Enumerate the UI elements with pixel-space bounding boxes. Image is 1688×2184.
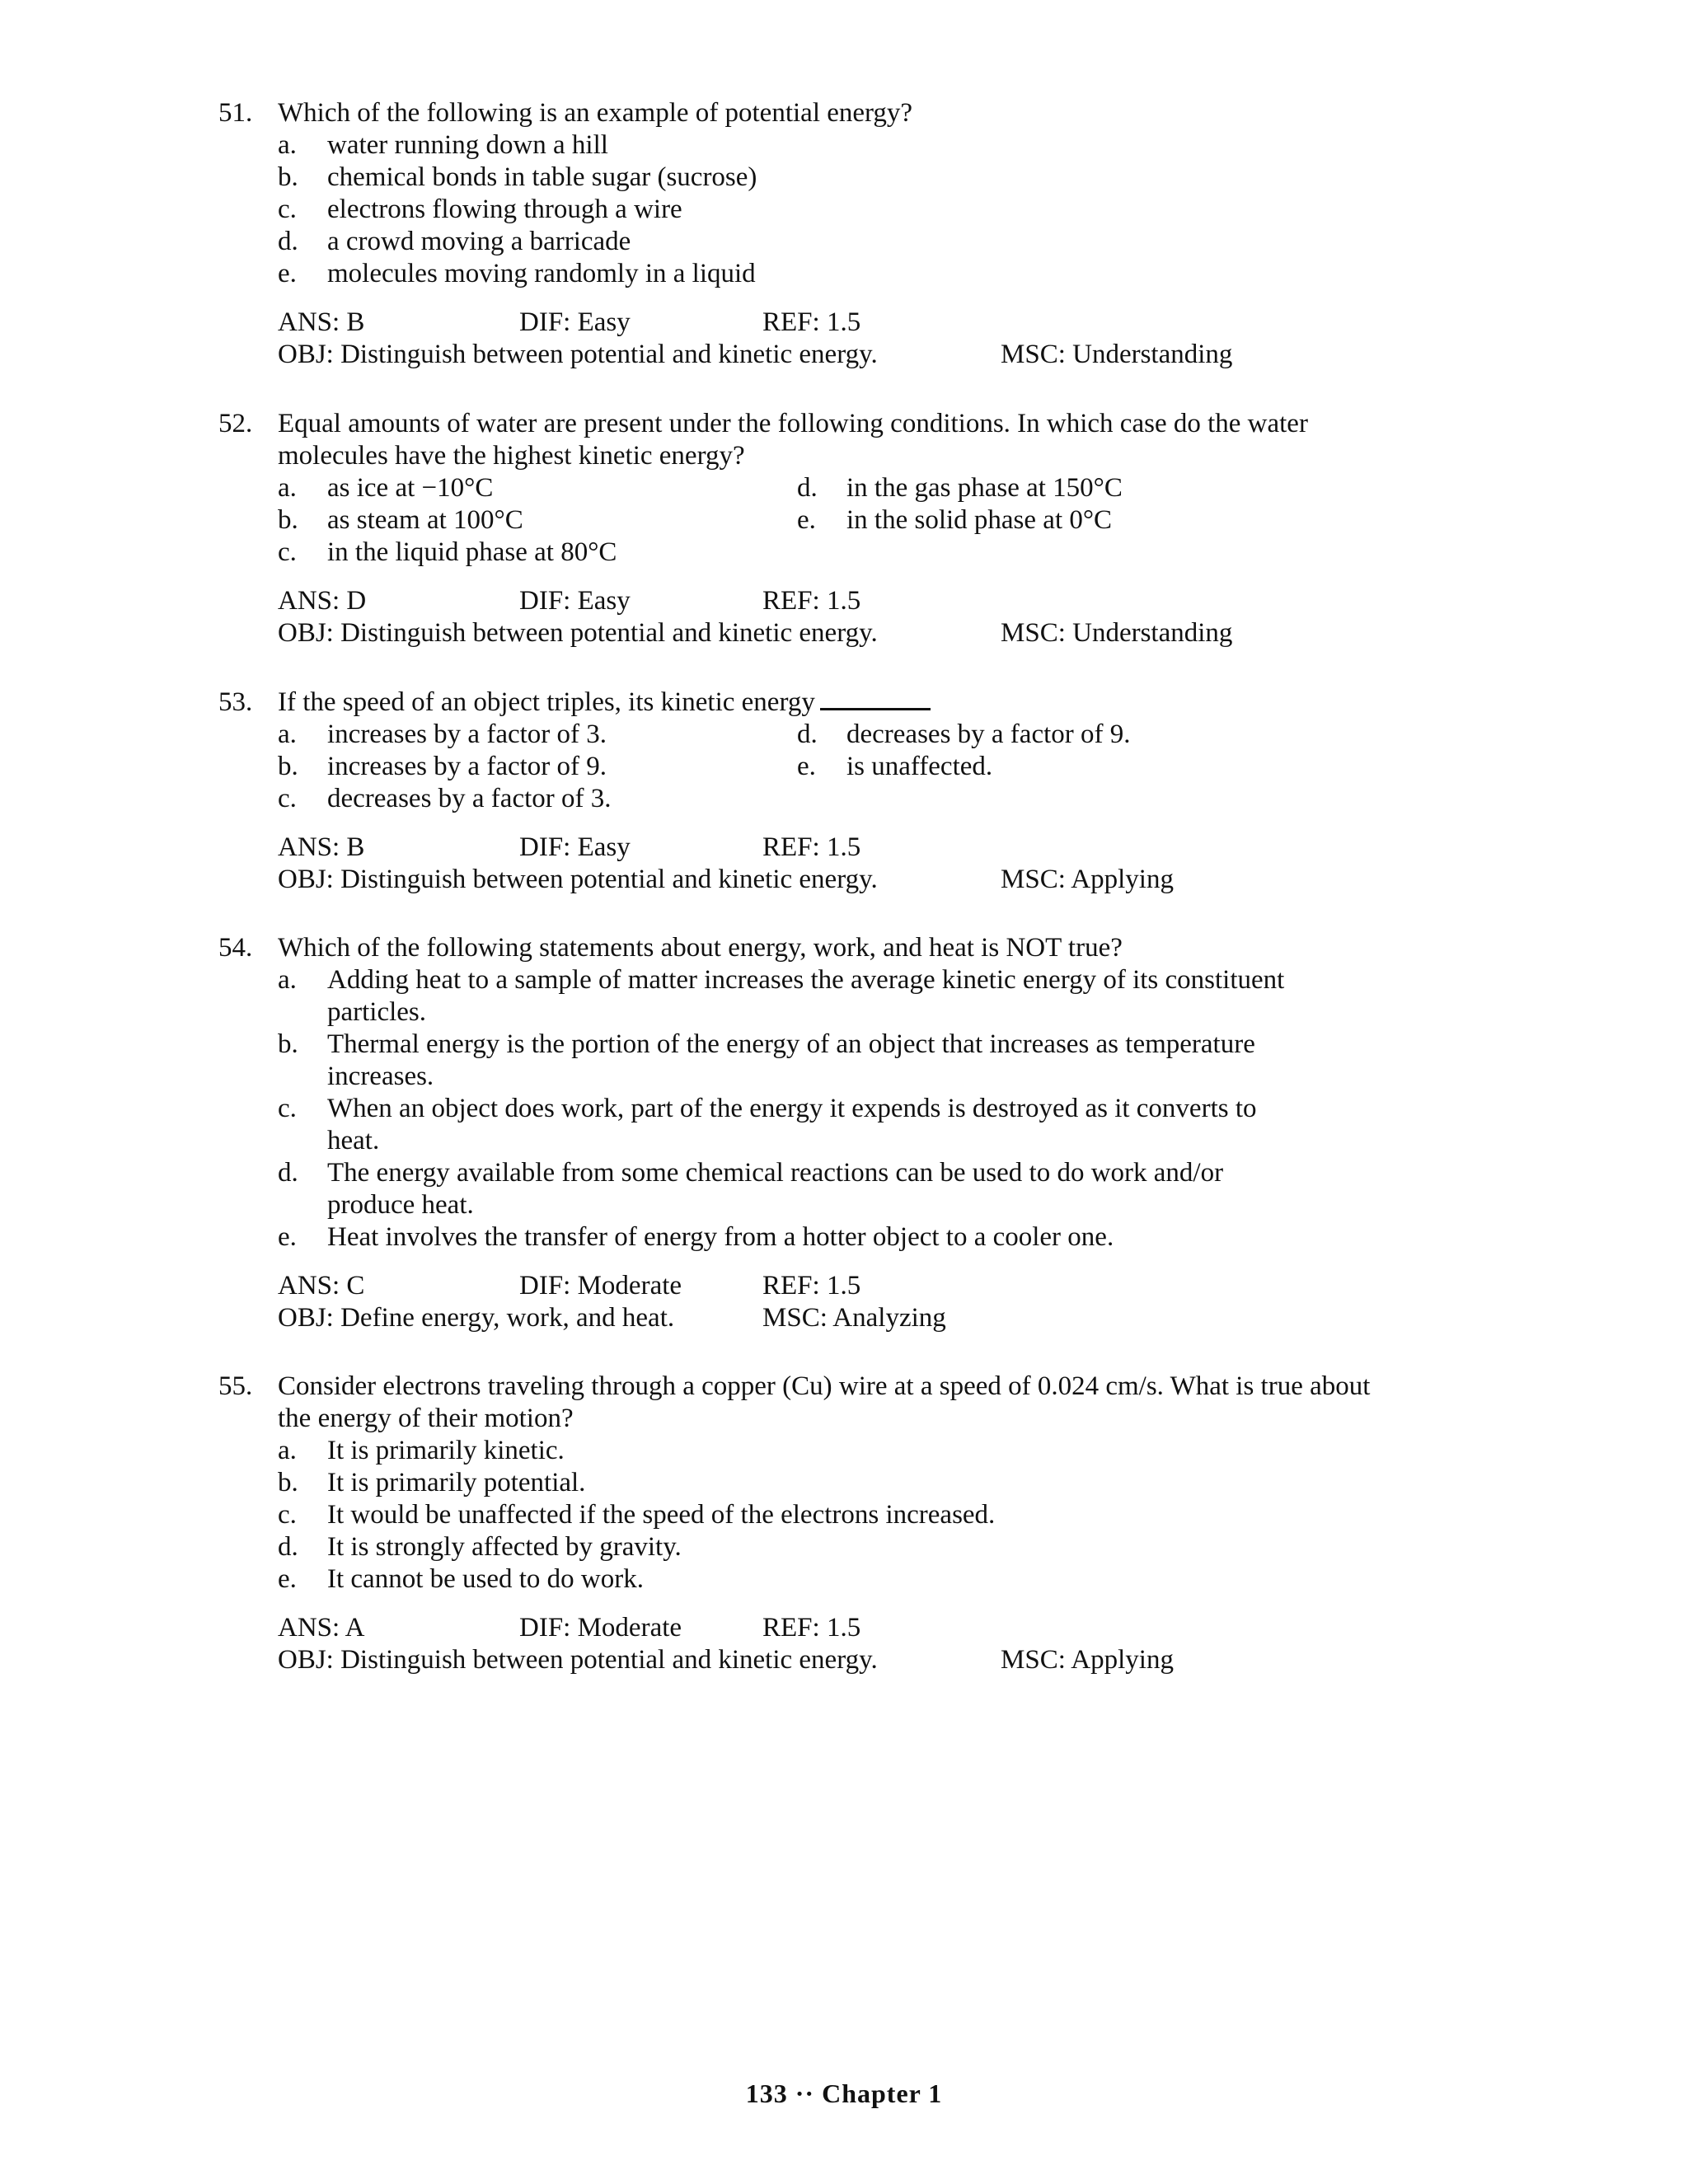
option — [797, 472, 1292, 504]
answer-meta — [278, 832, 1455, 864]
question-number: 55. — [218, 1371, 253, 1401]
option-text: decreases by a factor of 3. — [327, 784, 612, 813]
option-letter: e. — [278, 1564, 297, 1594]
option-text: It cannot be used to do work. — [327, 1564, 644, 1594]
option — [278, 1157, 1455, 1221]
option-letter: c. — [278, 1094, 297, 1123]
difficulty: DIF: Moderate — [519, 1271, 682, 1301]
answer-key: ANS: D — [278, 586, 367, 616]
question-51 — [218, 97, 1455, 371]
option-text-line2: produce heat. — [327, 1190, 474, 1220]
option — [278, 719, 772, 751]
objective-meta — [278, 864, 1455, 896]
objective-meta — [278, 617, 1455, 649]
option-text: as steam at 100°C — [327, 505, 523, 535]
answer-meta — [278, 585, 1455, 617]
option-text: in the liquid phase at 80°C — [327, 537, 617, 567]
option-letter: d. — [278, 1158, 298, 1188]
option — [278, 964, 1455, 1029]
question-stem — [218, 687, 1455, 719]
difficulty: DIF: Easy — [519, 832, 631, 862]
question-text: If the speed of an object triples, its kinetic energy — [278, 687, 815, 717]
option-letter: d. — [278, 227, 298, 256]
reference: REF: 1.5 — [762, 832, 861, 862]
option-text: water running down a hill — [327, 130, 608, 160]
question-stem — [218, 97, 1455, 129]
option-text: It is strongly affected by gravity. — [327, 1532, 682, 1562]
msc: MSC: Understanding — [1001, 618, 1233, 648]
option — [278, 1029, 1455, 1093]
option-text-line2: heat. — [327, 1126, 380, 1155]
question-text-line1: Equal amounts of water are present under the following conditions. In which case do the water — [278, 409, 1308, 438]
option-text: molecules moving randomly in a liquid — [327, 259, 756, 288]
objective: OBJ: Distinguish between potential and kinetic energy. — [278, 340, 878, 369]
option-letter: b. — [278, 505, 298, 535]
question-54 — [218, 932, 1455, 1334]
option — [278, 1499, 1455, 1531]
question-stem — [218, 408, 1455, 472]
option-letter: a. — [278, 473, 297, 503]
reference: REF: 1.5 — [762, 1271, 861, 1301]
question-stem — [218, 932, 1455, 964]
option — [278, 472, 772, 504]
option-text: a crowd moving a barricade — [327, 227, 631, 256]
option-letter: c. — [278, 194, 297, 224]
msc: MSC: Understanding — [1001, 340, 1233, 369]
options-list — [218, 964, 1455, 1254]
option — [278, 258, 1455, 290]
option-letter: b. — [278, 752, 298, 781]
option-letter: a. — [278, 1436, 297, 1465]
option-letter: c. — [278, 537, 297, 567]
question-number: 51. — [218, 98, 253, 128]
option-text-line1: The energy available from some chemical reactions can be used to do work and/or — [327, 1158, 1224, 1188]
option — [278, 504, 772, 537]
msc: MSC: Applying — [1001, 1645, 1174, 1675]
option — [278, 1221, 1455, 1254]
option-text: decreases by a factor of 9. — [846, 719, 1131, 749]
question-number: 52. — [218, 409, 253, 438]
difficulty: DIF: Easy — [519, 586, 631, 616]
option — [278, 1531, 1455, 1563]
objective-meta — [278, 1302, 1455, 1334]
answer-key: ANS: A — [278, 1613, 365, 1643]
answer-key: ANS: B — [278, 832, 365, 862]
difficulty: DIF: Moderate — [519, 1613, 682, 1643]
question-text: Which of the following is an example of potential energy? — [278, 98, 913, 128]
option-text: is unaffected. — [846, 752, 993, 781]
option-letter: e. — [278, 259, 297, 288]
answer-key: ANS: B — [278, 307, 365, 337]
option-text: as ice at −10°C — [327, 473, 494, 503]
option-text: It is primarily kinetic. — [327, 1436, 565, 1465]
option-text-line1: Adding heat to a sample of matter increases the average kinetic energy of its constituent — [327, 965, 1285, 995]
option-letter: d. — [278, 1532, 298, 1562]
option — [797, 751, 1292, 783]
answer-meta — [278, 1612, 1455, 1644]
option-text: in the gas phase at 150°C — [846, 473, 1123, 503]
option — [278, 1435, 1455, 1467]
objective: OBJ: Define energy, work, and heat. — [278, 1303, 675, 1333]
difficulty: DIF: Easy — [519, 307, 631, 337]
objective-meta — [278, 339, 1455, 371]
option-letter: b. — [278, 1468, 298, 1497]
question-number: 53. — [218, 687, 253, 717]
option — [278, 162, 1455, 194]
option-letter: b. — [278, 1029, 298, 1059]
option-letter: a. — [278, 965, 297, 995]
question-55 — [218, 1371, 1455, 1676]
option-text: chemical bonds in table sugar (sucrose) — [327, 162, 757, 192]
option-text-line2: increases. — [327, 1062, 434, 1091]
question-text: Which of the following statements about energy, work, and heat is NOT true? — [278, 933, 1123, 963]
option-text-line1: Heat involves the transfer of energy from a hotter object to a cooler one. — [327, 1222, 1114, 1252]
question-number: 54. — [218, 933, 253, 963]
option-text: increases by a factor of 9. — [327, 752, 607, 781]
option — [278, 1093, 1455, 1157]
option-letter: a. — [278, 719, 297, 749]
answer-blank — [820, 687, 931, 710]
option-text: It would be unaffected if the speed of the electrons increased. — [327, 1500, 996, 1530]
option-text: electrons flowing through a wire — [327, 194, 682, 224]
msc: MSC: Analyzing — [762, 1303, 946, 1333]
objective: OBJ: Distinguish between potential and kinetic energy. — [278, 618, 878, 648]
option — [797, 719, 1292, 751]
option-letter: e. — [797, 505, 816, 535]
answer-meta — [278, 307, 1455, 339]
objective: OBJ: Distinguish between potential and kinetic energy. — [278, 1645, 878, 1675]
option-text: It is primarily potential. — [327, 1468, 586, 1497]
options-grid — [218, 719, 1455, 815]
question-52 — [218, 408, 1455, 649]
option-letter: b. — [278, 162, 298, 192]
options-list — [218, 1435, 1455, 1596]
option-letter: e. — [278, 1222, 297, 1252]
option-text: in the solid phase at 0°C — [846, 505, 1113, 535]
option-letter: d. — [797, 719, 818, 749]
question-text-line1: Consider electrons traveling through a copper (Cu) wire at a speed of 0.024 cm/s. What is true about — [278, 1371, 1371, 1401]
reference: REF: 1.5 — [762, 586, 861, 616]
option-letter: e. — [797, 752, 816, 781]
option — [278, 751, 772, 783]
question-stem — [218, 1371, 1455, 1435]
answer-meta — [278, 1270, 1455, 1302]
msc: MSC: Applying — [1001, 865, 1174, 894]
option — [278, 194, 1455, 226]
option-text: increases by a factor of 3. — [327, 719, 607, 749]
options-list — [218, 129, 1455, 290]
objective: OBJ: Distinguish between potential and kinetic energy. — [278, 865, 878, 894]
option-text-line1: When an object does work, part of the energy it expends is destroyed as it converts to — [327, 1094, 1257, 1123]
question-text-line2: the energy of their motion? — [278, 1404, 574, 1433]
option-letter: c. — [278, 784, 297, 813]
answer-key: ANS: C — [278, 1271, 365, 1301]
page-footer: 133 ·· Chapter 1 — [745, 2079, 943, 2108]
option — [278, 783, 772, 815]
option — [278, 226, 1455, 258]
option — [278, 1467, 1455, 1499]
option-letter: c. — [278, 1500, 297, 1530]
reference: REF: 1.5 — [762, 1613, 861, 1643]
reference: REF: 1.5 — [762, 307, 861, 337]
option-text-line1: Thermal energy is the portion of the energy of an object that increases as temperature — [327, 1029, 1255, 1059]
objective-meta — [278, 1644, 1455, 1676]
options-grid — [218, 472, 1455, 569]
option-letter: d. — [797, 473, 818, 503]
option — [797, 504, 1292, 537]
option-letter: a. — [278, 130, 297, 160]
option — [278, 129, 1455, 162]
option — [278, 537, 772, 569]
option — [278, 1563, 1455, 1596]
question-53 — [218, 687, 1455, 896]
option-text-line2: particles. — [327, 997, 427, 1027]
question-text-line2: molecules have the highest kinetic energy? — [278, 441, 745, 471]
